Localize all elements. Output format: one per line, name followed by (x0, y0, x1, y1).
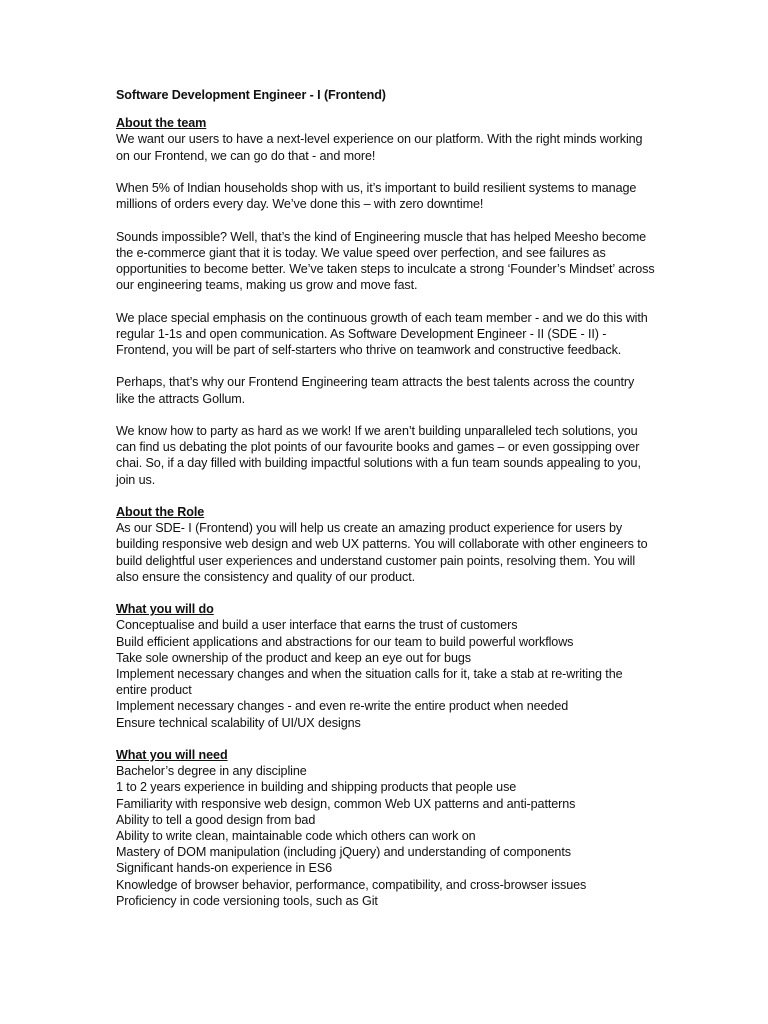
about-team-paragraph: Sounds impossible? Well, that’s the kind of Engineering muscle that has helped Meesho become the e-commerce giant that it is today. We value speed over perfection, and see failures as opportunities to become better. We’ve taken steps to inculcate a strong ‘Founder’s Mindset’ across our engineering teams, making us grow and move fast. (116, 229, 655, 293)
page-title: Software Development Engineer - I (Frontend) (116, 88, 386, 102)
what-you-will-need-list (116, 763, 656, 909)
document-page (116, 87, 656, 909)
list-item: 1 to 2 years experience in building and shipping products that people use (116, 780, 517, 795)
list-item: Mastery of DOM manipulation (including jQuery) and understanding of components (116, 845, 571, 860)
list-item: Proficiency in code versioning tools, such as Git (116, 893, 378, 908)
about-role-heading: About the Role (116, 504, 205, 519)
list-item: Ability to write clean, maintainable code which others can work on (116, 829, 476, 844)
about-team-paragraph: We know how to party as hard as we work! If we aren’t building unparalleled tech solutions, you can find us debating the plot points of our favourite books and games – or even gossipping over chai. So, if a day filled with building impactful solutions with a fun team sounds appealing to you, join us. (116, 423, 641, 487)
what-you-will-need-heading: What you will need (116, 748, 228, 762)
about-team-heading: About the team (116, 116, 207, 131)
what-you-will-do-heading: What you will do (116, 602, 214, 617)
list-item: Implement necessary changes - and even re-write the entire product when needed (116, 699, 569, 714)
about-team-paragraph: We want our users to have a next-level experience on our platform. With the right minds working on our Frontend, we can go do that - and more! (116, 132, 643, 163)
list-item: Implement necessary changes and when the situation calls for it, take a stab at re-writing the entire product (116, 667, 623, 698)
about-role-paragraph: As our SDE- I (Frontend) you will help us create an amazing product experience for users by building responsive web design and web UX patterns. You will collaborate with other engineers to build delightful user experiences and understand customer pain points, resolving them. You will also ensure the consistency and quality of our product. (116, 521, 648, 584)
list-item: Take sole ownership of the product and keep an eye out for bugs (116, 650, 471, 665)
about-team-paragraph: When 5% of Indian households shop with us, it’s important to build resilient systems to manage millions of orders every day. We’ve done this – with zero downtime! (116, 181, 637, 212)
about-team-paragraph: Perhaps, that’s why our Frontend Engineering team attracts the best talents across the country like the attracts Gollum. (116, 375, 635, 406)
list-item: Knowledge of browser behavior, performance, compatibility, and cross-browser issues (116, 877, 587, 892)
list-item: Significant hands-on experience in ES6 (116, 861, 333, 876)
list-item: Build efficient applications and abstractions for our team to build powerful workflows (116, 634, 574, 649)
list-item: Familiarity with responsive web design, common Web UX patterns and anti-patterns (116, 796, 576, 811)
list-item: Bachelor’s degree in any discipline (116, 764, 307, 779)
list-item: Ability to tell a good design from bad (116, 812, 316, 827)
about-team-paragraph: We place special emphasis on the continuous growth of each team member - and we do this with regular 1-1s and open communication. As Software Development Engineer - II (SDE - II) - Frontend, you will be part of self-starters who thrive on teamwork and constructive feedback. (116, 310, 648, 357)
what-you-will-do-list (116, 617, 656, 730)
list-item: Conceptualise and build a user interface that earns the trust of customers (116, 618, 518, 633)
list-item: Ensure technical scalability of UI/UX designs (116, 715, 361, 730)
